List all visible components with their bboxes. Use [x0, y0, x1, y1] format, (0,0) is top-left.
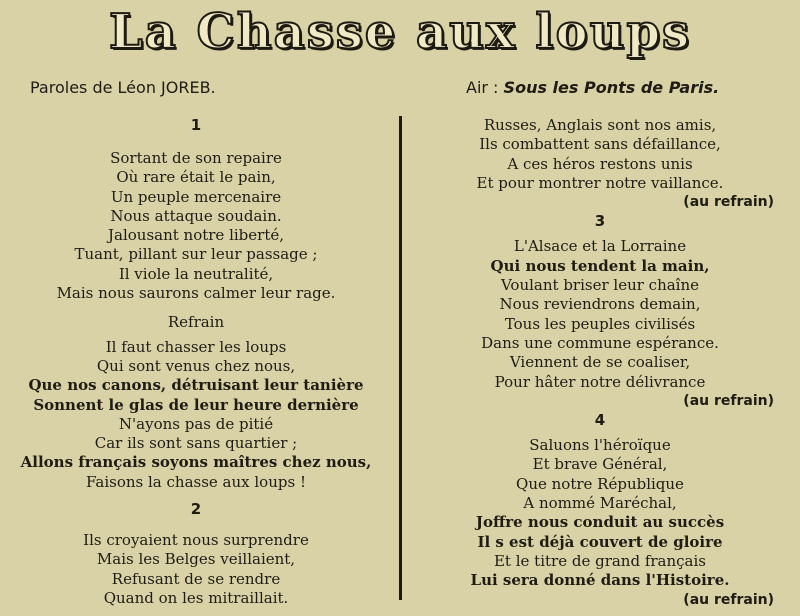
verse-line: Ils combattent sans défaillance, — [479, 135, 721, 154]
verse-line: Tuant, pillant sur leur passage ; — [74, 245, 318, 264]
verse-line: Ils croyaient nous surprendre — [83, 531, 309, 550]
verse-line: A ces héros restons unis — [507, 154, 693, 173]
verse-line: Il s est déjà couvert de gloire — [477, 532, 723, 551]
verse-line: Russes, Anglais sont nos amis, — [483, 116, 717, 134]
verse-number: 1 — [190, 116, 202, 134]
right-column — [404, 116, 796, 610]
refrain-marker: (au refrain) — [683, 194, 774, 211]
verse-line: Joffre nous conduit au succès — [475, 513, 725, 532]
song-title: La Chasse aux loups — [108, 4, 692, 60]
air-label: Air : — [466, 78, 499, 97]
refrain-line: Allons français soyons maîtres chez nous, — [20, 453, 372, 472]
refrain-line: Faisons la chasse aux loups ! — [86, 472, 306, 491]
verse-line: Saluons l'héroïque — [529, 436, 671, 455]
verse-line: Pour hâter notre délivrance — [494, 372, 706, 391]
verse-3 — [404, 237, 796, 391]
verse-line: Que notre République — [516, 474, 684, 493]
verse-line: A nommé Maréchal, — [523, 494, 677, 513]
verse-line: Refusant de se rendre — [111, 569, 281, 588]
refrain-line: Il faut chasser les loups — [105, 337, 287, 356]
verse-line: Quand on les mitraillait. — [103, 588, 289, 607]
verse-number: 4 — [594, 411, 606, 430]
refrain-line: Sonnent le glas de leur heure dernière — [33, 395, 359, 414]
left-column — [8, 116, 384, 608]
verse-1 — [8, 149, 384, 303]
verse-2 — [8, 531, 384, 608]
verse-line: Sortant de son repaire — [110, 149, 282, 167]
verse-line: Viennent de se coaliser, — [509, 353, 691, 372]
refrain-line: Qui sont venus chez nous, — [96, 356, 296, 375]
verse-line: Voulant briser leur chaîne — [500, 276, 700, 295]
verse-line: Et le titre de grand français — [493, 551, 706, 570]
verse-line: Un peuple mercenaire — [110, 187, 282, 206]
verse-number: 3 — [594, 212, 606, 231]
refrain — [8, 338, 384, 492]
verse-line: Nous reviendrons demain, — [499, 295, 701, 314]
refrain-marker: (au refrain) — [683, 392, 774, 409]
verse-line: Lui sera donné dans l'Histoire. — [470, 571, 730, 590]
verse-line: Et pour montrer notre vaillance. — [476, 173, 724, 192]
verse-line: Tous les peuples civilisés — [504, 314, 696, 333]
refrain-line: N'ayons pas de pitié — [118, 414, 274, 433]
verse-line: Mais nous saurons calmer leur rage. — [56, 284, 336, 303]
refrain-line: Car ils sont sans quartier ; — [94, 434, 298, 453]
refrain-line: Que nos canons, détruisant leur tanière — [28, 376, 364, 395]
lyricist-credit: Paroles de Léon JOREB. — [30, 78, 216, 97]
verse-line: Où rare était le pain, — [116, 168, 276, 187]
verse-line: Il viole la neutralité, — [118, 264, 274, 283]
verse-line: Mais les Belges veillaient, — [96, 550, 296, 569]
verse-4 — [404, 436, 796, 590]
column-divider — [399, 116, 402, 600]
verse-line: L'Alsace et la Lorraine — [513, 237, 687, 256]
verse-line: Qui nous tendent la main, — [490, 256, 710, 275]
refrain-heading: Refrain — [167, 313, 225, 332]
refrain-marker: (au refrain) — [683, 591, 774, 608]
verse-line: Dans une commune espérance. — [481, 333, 719, 352]
air-credit — [466, 78, 719, 97]
verse-number: 2 — [190, 500, 202, 519]
verse-line: Nous attaque soudain. — [110, 206, 282, 225]
verse-2-continued — [404, 116, 796, 193]
verse-line: Et brave Général, — [532, 455, 668, 474]
air-tune: Sous les Ponts de Paris. — [503, 78, 720, 97]
verse-line: Jalousant notre liberté, — [108, 226, 284, 245]
